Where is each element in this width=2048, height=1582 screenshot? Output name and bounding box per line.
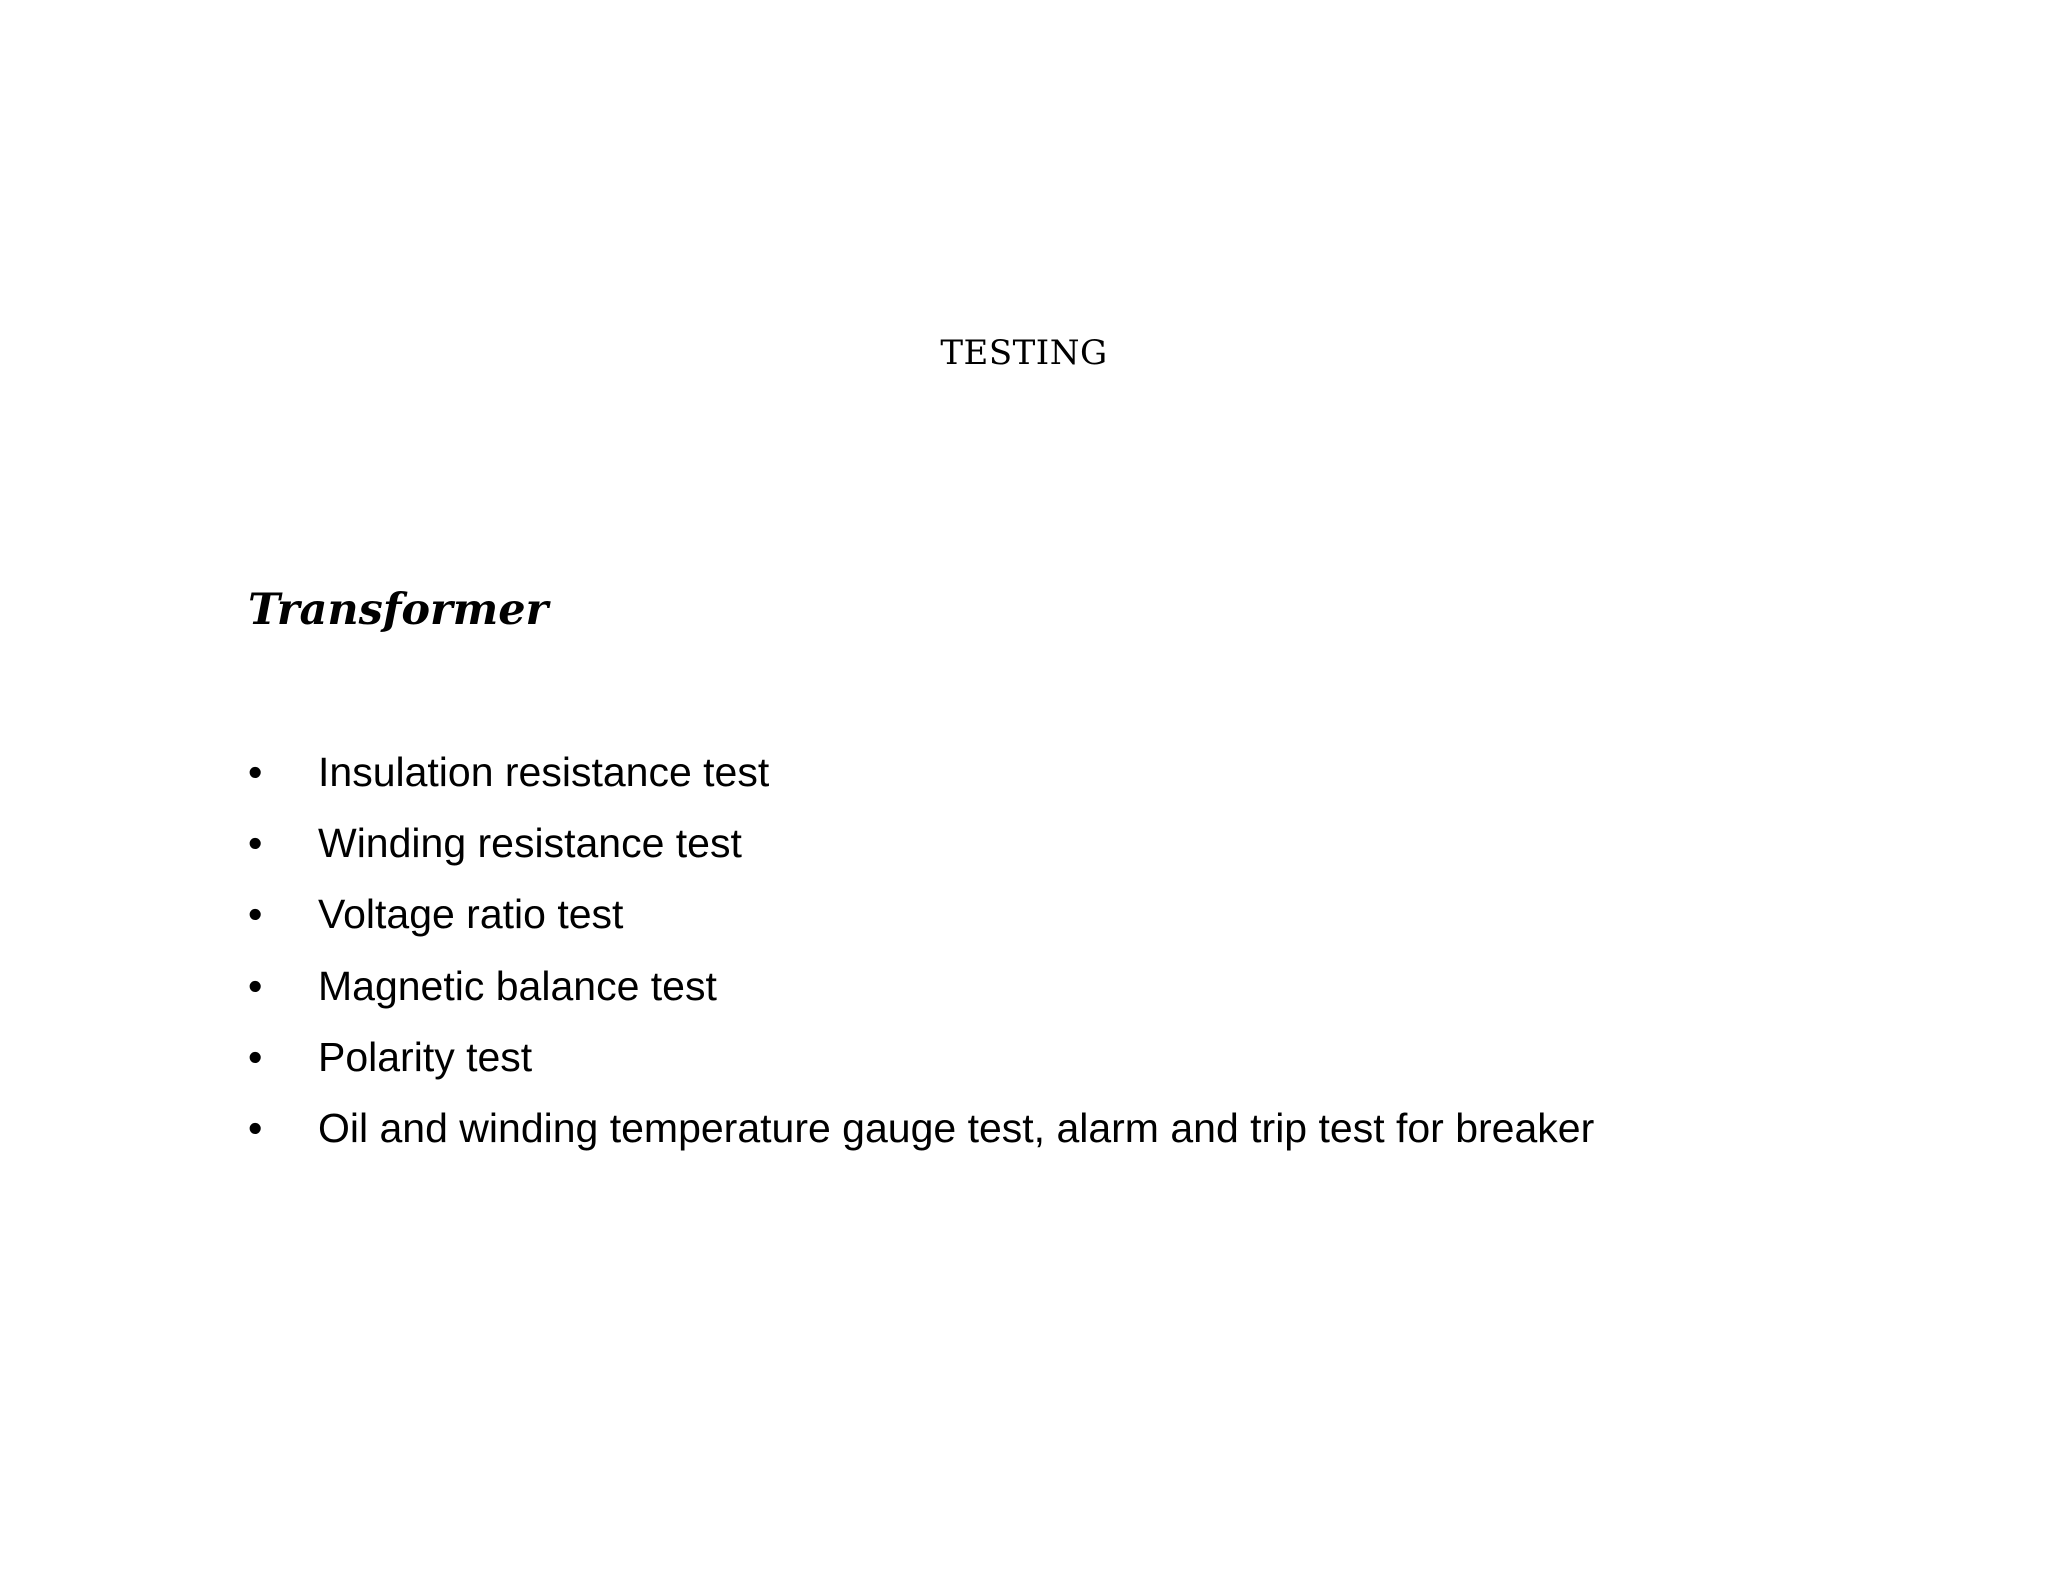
list-item-text: Winding resistance test	[318, 820, 742, 867]
list-item-text: Polarity test	[318, 1033, 533, 1080]
list-item	[248, 1100, 1594, 1171]
section-heading-transformer: Transformer	[248, 585, 549, 635]
bullet-icon: •	[248, 1033, 263, 1080]
bullet-icon: •	[248, 891, 263, 938]
list-item-text: Oil and winding temperature gauge test, alarm and trip test for breaker	[318, 1104, 1595, 1151]
list-item	[248, 1029, 1594, 1100]
list-item	[248, 886, 1594, 957]
list-item	[248, 815, 1594, 886]
list-item	[248, 744, 1594, 815]
bullet-icon: •	[248, 1104, 263, 1151]
bullet-icon: •	[248, 962, 263, 1009]
list-item-text: Insulation resistance test	[318, 749, 770, 795]
list-item	[248, 958, 1594, 1029]
bullet-icon: •	[248, 820, 263, 867]
transformer-test-list	[248, 744, 1594, 1171]
list-item-text: Magnetic balance test	[318, 962, 717, 1009]
list-item-text: Voltage ratio test	[318, 891, 624, 938]
page-title: TESTING	[940, 333, 1108, 373]
bullet-icon: •	[248, 749, 263, 795]
